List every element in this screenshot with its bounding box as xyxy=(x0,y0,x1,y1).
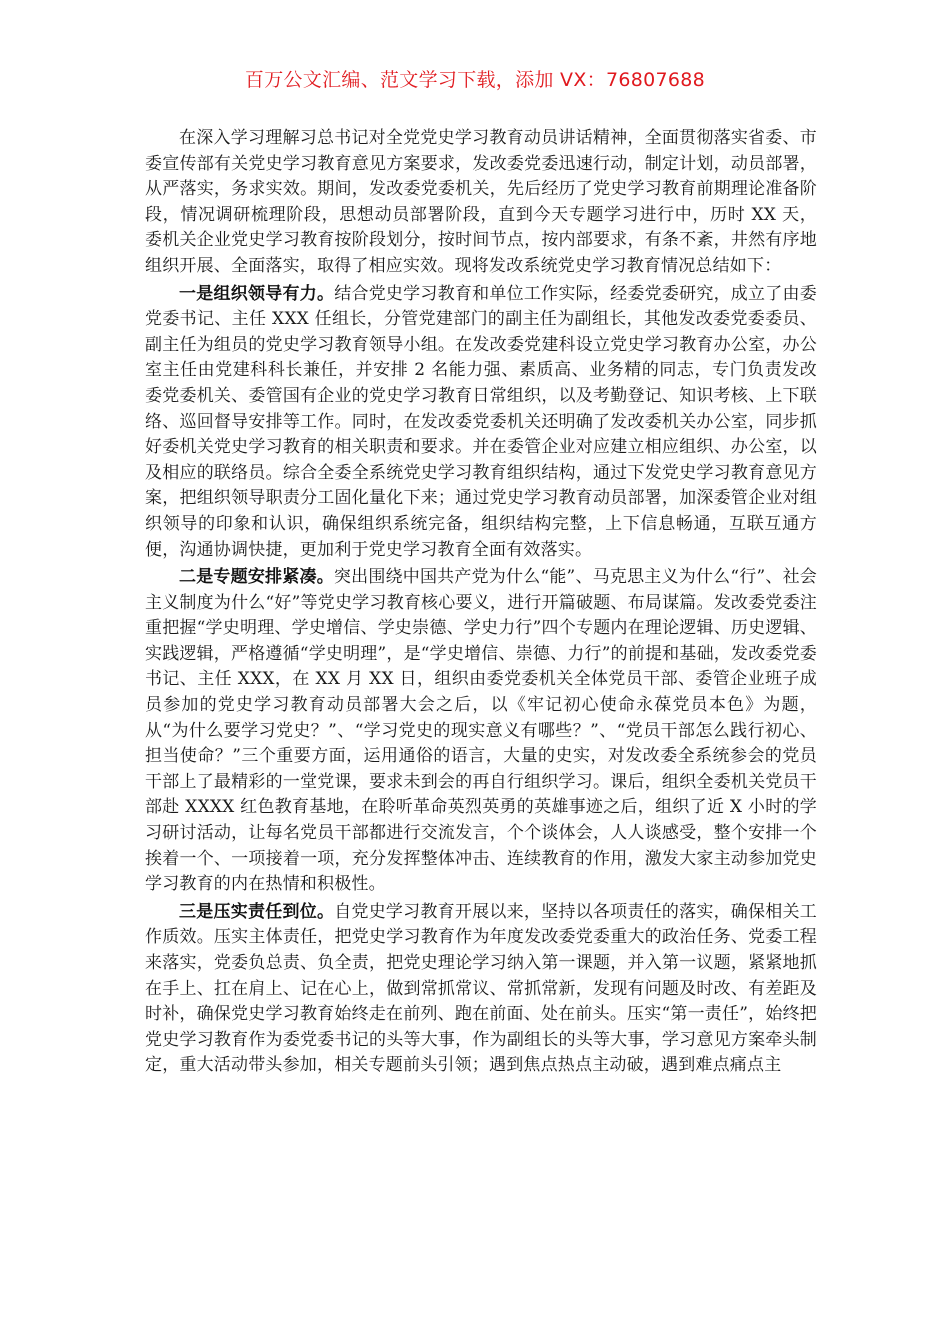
document-body xyxy=(145,126,817,1079)
section-paragraph-1 xyxy=(145,282,817,564)
section-paragraph-2 xyxy=(145,565,817,898)
section-heading-1: 一是组织领导有力。 xyxy=(179,283,335,304)
section-heading-3: 三是压实责任到位。 xyxy=(179,901,335,922)
section-heading-2: 二是专题安排紧凑。 xyxy=(179,567,334,588)
header-banner: 百万公文汇编、范文学习下载，添加 VX：76807688 xyxy=(244,69,706,91)
section-paragraph-3 xyxy=(145,900,817,1079)
section-body-1: 结合党史学习教育和单位工作实际，经委党委研究，成立了由委党委书记、主任 XXX 任组长，分管党建部门的副主任为副组长，其他发改委党委委员、副主任为组员的党史学习教育领导小组。在发改委党建科设立党史学习教育办公室，办公室主任由党建科科长兼任，并安排 2 名能力强、素质高、业务精的同志，专门负责发改委党委机关、委管国有企业的党史学习教育日常组织，以及考勤登记、知识考核、上下联络、巡回督导安排等工作。同时，在发改委党委机关还明确了发改委机关办公室，同步抓好委机关党史学习教育的相关职责和要求。并在委管企业对应建立相应组织、办公室，以及相应的联络员。综合全委全系统党史学习教育组织结构，通过下发党史学习教育意见方案，把组织领导职责分工固化量化下来；通过党史学习教育动员部署，加深委管企业对组织领导的印象和认识，确保组织系统完备，组织结构完整，上下信息畅通，互联互通方便，沟通协调快捷，更加利于党史学习教育全面有效落实。 xyxy=(145,283,817,560)
section-body-2: 突出围绕中国共产党为什么“能”、马克思主义为什么“行”、社会主义制度为什么“好”等党史学习教育核心要义，进行开篇破题、布局谋篇。发改委党委注重把握“学史明理、学史增信、学史崇德、学史力行”四个专题内在理论逻辑、历史逻辑、实践逻辑，严格遵循“学史明理”，是“学史增信、崇德、力行”的前提和基础，发改委党委书记、主任 XXX，在 XX 月 XX 日，组织由委党委机关全体党员干部、委管企业班子成员参加的党史学习教育动员部署大会之后，以《牢记初心使命永葆党员本色》为题，从“为什么要学习党史？”、“学习党史的现实意义有哪些？”、“党员干部怎么践行初心、担当使命？”三个重要方面，运用通俗的语言，大量的史实，对发改委全系统参会的党员干部上了最精彩的一堂党课，要求未到会的再自行组织学习。课后，组织全委机关党员干部赴 XXXX 红色教育基地，在聆听革命英烈英勇的英雄事迹之后，组织了近 X 小时的学习研讨活动，让每名党员干部都进行交流发言，个个谈体会，人人谈感受，整个安排一个挨着一个、一项接着一项，充分发挥整体冲击、连续教育的作用，激发大家主动参加党史学习教育的内在热情和积极性。 xyxy=(145,567,817,895)
intro-paragraph: 在深入学习理解习总书记对全党党史学习教育动员讲话精神，全面贯彻落实省委、市委宣传部有关党史学习教育意见方案要求，发改委党委迅速行动，制定计划，动员部署，从严落实，务求实效。期间，发改委党委机关，先后经历了党史学习教育前期理论准备阶段，情况调研梳理阶段，思想动员部署阶段，直到今天专题学习进行中，历时 XX 天，委机关企业党史学习教育按阶段划分，按时间节点，按内部要求，有条不紊，井然有序地组织开展、全面落实，取得了相应实效。现将发改系统党史学习教育情况总结如下： xyxy=(145,128,817,276)
section-body-3: 自党史学习教育开展以来，坚持以各项责任的落实，确保相关工作质效。压实主体责任，把党史学习教育作为年度发改委党委重大的政治任务、党委工程来落实，党委负总责、负全责，把党史理论学习纳入第一课题，并入第一议题，紧紧地抓在手上、扛在肩上、记在心上，做到常抓常议、常抓常新，发现有问题及时改、有差距及时补，确保党史学习教育始终走在前列、跑在前面、处在前头。压实“第一责任”，始终把党史学习教育作为委党委书记的头等大事，作为副组长的头等大事，学习意见方案牵头制定，重大活动带头参加，相关专题前头引领；遇到焦点热点主动破，遇到难点痛点主 xyxy=(145,901,817,1076)
